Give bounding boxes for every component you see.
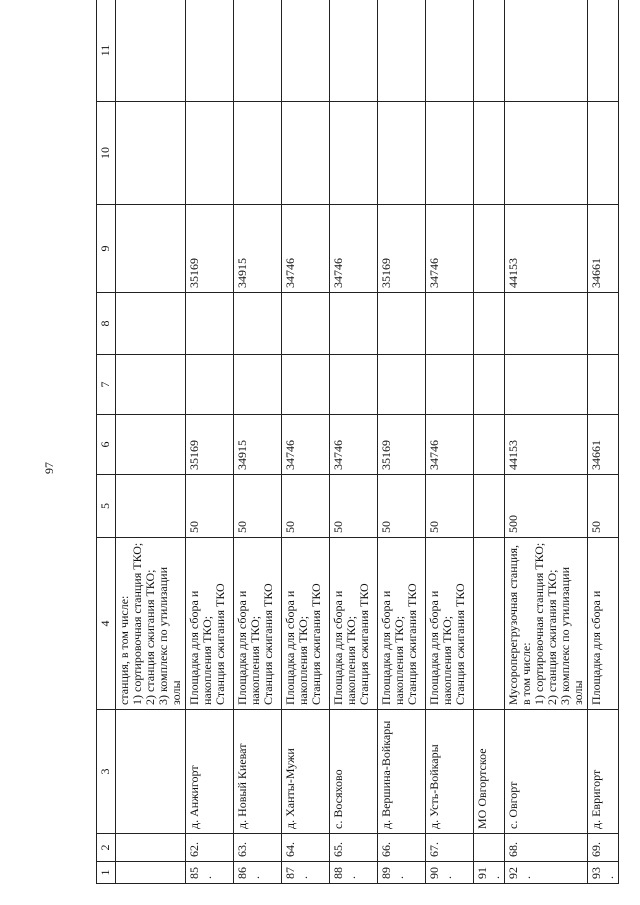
- value-col-9: 34746: [330, 205, 378, 293]
- column-number: 6: [97, 415, 116, 475]
- value-col-9: 34661: [588, 205, 619, 293]
- table-row: [330, 0, 378, 884]
- settlement-name: д. Ханты-Мужи: [282, 710, 330, 834]
- column-number-row: [97, 0, 116, 884]
- facility-description: Площадка для сбора и накопления ТКО; Станция сжигания ТКО: [378, 538, 426, 710]
- value-col-8: [474, 293, 505, 355]
- row-index: 93.: [588, 862, 619, 884]
- value-col-8: [378, 293, 426, 355]
- value-col-6: 44153: [505, 415, 588, 475]
- column-number: 8: [97, 293, 116, 355]
- table-row: [186, 0, 234, 884]
- table-row: [474, 0, 505, 884]
- facility-description: Площадка для сбора и накопления ТКО; Станция сжигания ТКО: [282, 538, 330, 710]
- facility-description: Мусороперегрузочная станция, в том числе: 1) сортировочная станция ТКО; 2) станция сжигания ТКО; 3) комплекс по утилизации золы: [505, 538, 588, 710]
- column-number: 3: [97, 710, 116, 834]
- value-col-6: 35169: [378, 415, 426, 475]
- value-col-11: [234, 0, 282, 102]
- value-col-7: [330, 355, 378, 415]
- item-number: 67.: [426, 834, 474, 862]
- facility-description: Площадка для сбора и: [588, 538, 619, 710]
- column-number: 11: [97, 0, 116, 102]
- capacity: 50: [330, 475, 378, 538]
- column-number: 9: [97, 205, 116, 293]
- facility-description: [474, 538, 505, 710]
- value-col-7: [282, 355, 330, 415]
- value-col-9: 34746: [282, 205, 330, 293]
- row-index: 92.: [505, 862, 588, 884]
- value-col-6: 34746: [330, 415, 378, 475]
- table-row: [234, 0, 282, 884]
- capacity: [116, 475, 186, 538]
- table-row: [282, 0, 330, 884]
- facility-description: Площадка для сбора и накопления ТКО; Станция сжигания ТКО: [186, 538, 234, 710]
- value-col-10: [426, 102, 474, 205]
- capacity: 500: [505, 475, 588, 538]
- value-col-9: [116, 205, 186, 293]
- value-col-8: [426, 293, 474, 355]
- facility-description: Площадка для сбора и накопления ТКО; Станция сжигания ТКО: [426, 538, 474, 710]
- item-number: 65.: [330, 834, 378, 862]
- row-index: [116, 862, 186, 884]
- item-number: 64.: [282, 834, 330, 862]
- capacity: 50: [378, 475, 426, 538]
- value-col-7: [378, 355, 426, 415]
- table-row: [426, 0, 474, 884]
- rotated-page-content: [96, 0, 616, 884]
- value-col-9: [474, 205, 505, 293]
- value-col-11: [474, 0, 505, 102]
- settlement-name: с. Овгорт: [505, 710, 588, 834]
- settlement-name: [116, 710, 186, 834]
- table-row: [378, 0, 426, 884]
- value-col-8: [330, 293, 378, 355]
- column-number: 5: [97, 475, 116, 538]
- item-number: 63.: [234, 834, 282, 862]
- item-number: 69.: [588, 834, 619, 862]
- value-col-11: [505, 0, 588, 102]
- value-col-10: [234, 102, 282, 205]
- capacity: 50: [186, 475, 234, 538]
- item-number: 62.: [186, 834, 234, 862]
- capacity: [474, 475, 505, 538]
- value-col-8: [282, 293, 330, 355]
- facility-description: Площадка для сбора и накопления ТКО; Станция сжигания ТКО: [330, 538, 378, 710]
- capacity: 50: [282, 475, 330, 538]
- settlement-name: д. Новый Киеват: [234, 710, 282, 834]
- value-col-11: [282, 0, 330, 102]
- value-col-6: 34746: [426, 415, 474, 475]
- value-col-10: [588, 102, 619, 205]
- column-number: 4: [97, 538, 116, 710]
- page-number: 97: [42, 462, 56, 474]
- value-col-11: [426, 0, 474, 102]
- column-number: 1: [97, 862, 116, 884]
- value-col-11: [186, 0, 234, 102]
- value-col-6: 34746: [282, 415, 330, 475]
- settlement-name: д. Анжигорт: [186, 710, 234, 834]
- row-index: 85.: [186, 862, 234, 884]
- value-col-10: [186, 102, 234, 205]
- table-row: [116, 0, 186, 884]
- capacity: 50: [588, 475, 619, 538]
- value-col-7: [474, 355, 505, 415]
- settlement-name: д. Вершина-Войкары: [378, 710, 426, 834]
- table-row: [588, 0, 619, 884]
- value-col-7: [116, 355, 186, 415]
- value-col-9: 34915: [234, 205, 282, 293]
- value-col-11: [330, 0, 378, 102]
- row-index: 89.: [378, 862, 426, 884]
- value-col-11: [116, 0, 186, 102]
- column-number: 10: [97, 102, 116, 205]
- value-col-10: [505, 102, 588, 205]
- table-row: [505, 0, 588, 884]
- value-col-10: [282, 102, 330, 205]
- value-col-6: [474, 415, 505, 475]
- value-col-7: [234, 355, 282, 415]
- value-col-10: [330, 102, 378, 205]
- facility-description: Площадка для сбора и накопления ТКО; Станция сжигания ТКО: [234, 538, 282, 710]
- settlement-name: д. Евригорт: [588, 710, 619, 834]
- value-col-10: [378, 102, 426, 205]
- value-col-6: [116, 415, 186, 475]
- item-number: [474, 834, 505, 862]
- value-col-8: [186, 293, 234, 355]
- value-col-10: [474, 102, 505, 205]
- row-index: 90.: [426, 862, 474, 884]
- item-number: 66.: [378, 834, 426, 862]
- facility-description: станция, в том числе: 1) сортировочная станция ТКО; 2) станция сжигания ТКО; 3) комплекс по утилизации золы: [116, 538, 186, 710]
- value-col-7: [426, 355, 474, 415]
- item-number: [116, 834, 186, 862]
- capacity: 50: [426, 475, 474, 538]
- settlement-name: д. Усть-Войкары: [426, 710, 474, 834]
- value-col-10: [116, 102, 186, 205]
- item-number: 68.: [505, 834, 588, 862]
- row-index: 88.: [330, 862, 378, 884]
- data-table: [96, 0, 619, 884]
- value-col-9: 35169: [186, 205, 234, 293]
- value-col-8: [588, 293, 619, 355]
- value-col-6: 35169: [186, 415, 234, 475]
- row-index: 87.: [282, 862, 330, 884]
- row-index: 91.: [474, 862, 505, 884]
- settlement-name: с. Восяхово: [330, 710, 378, 834]
- value-col-8: [234, 293, 282, 355]
- settlement-name: МО Овгортское: [474, 710, 505, 834]
- value-col-11: [588, 0, 619, 102]
- value-col-7: [186, 355, 234, 415]
- value-col-9: 35169: [378, 205, 426, 293]
- value-col-7: [588, 355, 619, 415]
- value-col-11: [378, 0, 426, 102]
- value-col-6: 34661: [588, 415, 619, 475]
- value-col-8: [505, 293, 588, 355]
- capacity: 50: [234, 475, 282, 538]
- column-number: 7: [97, 355, 116, 415]
- value-col-9: 44153: [505, 205, 588, 293]
- column-number: 2: [97, 834, 116, 862]
- value-col-9: 34746: [426, 205, 474, 293]
- value-col-7: [505, 355, 588, 415]
- value-col-6: 34915: [234, 415, 282, 475]
- value-col-8: [116, 293, 186, 355]
- row-index: 86.: [234, 862, 282, 884]
